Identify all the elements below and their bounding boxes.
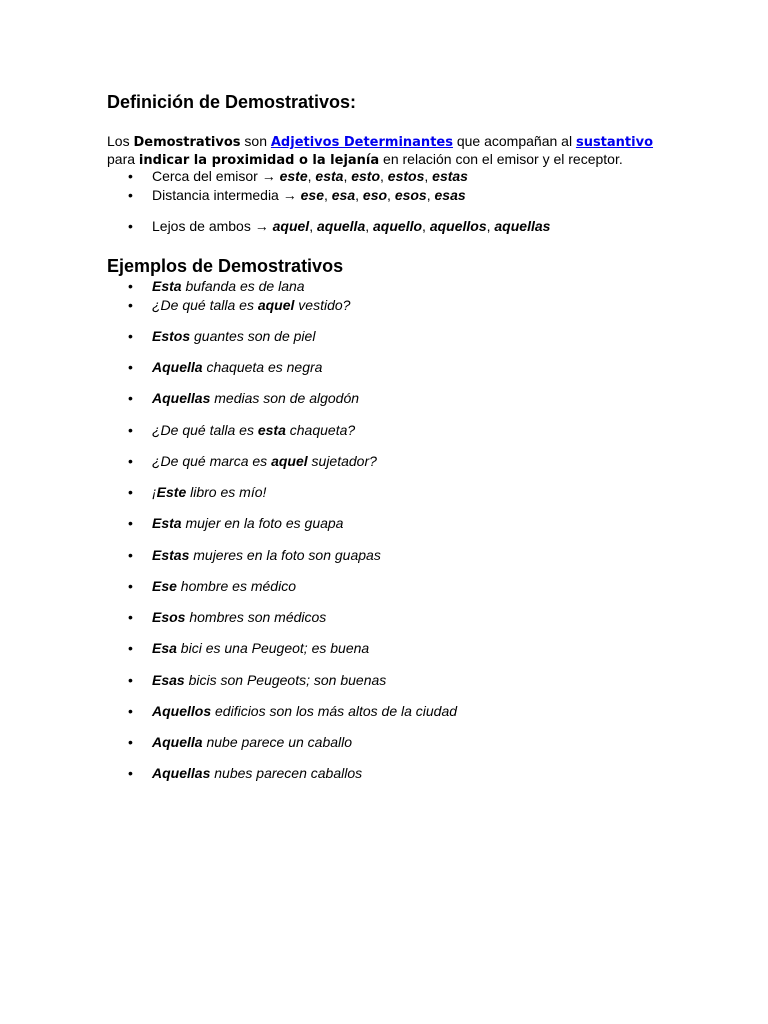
example-post: guantes son de piel — [190, 328, 316, 344]
example-text — [152, 608, 326, 626]
bullet-icon: • — [128, 168, 133, 184]
example-demonstrative: Aquellas — [152, 390, 211, 406]
example-post: nubes parecen caballos — [210, 765, 363, 781]
example-text — [152, 483, 266, 501]
example-post: mujeres en la foto son guapas — [189, 547, 381, 563]
bullet-icon: • — [128, 422, 133, 438]
intro-text-4: para — [107, 151, 139, 167]
example-demonstrative: Aquella — [152, 359, 203, 375]
example-demonstrative: Este — [156, 484, 187, 500]
intro-bold-demostrativos: Demostrativos — [133, 135, 241, 150]
bullet-icon: • — [128, 547, 133, 563]
example-pre: ¿De qué marca es — [152, 453, 272, 469]
example-demonstrative: Estas — [152, 547, 190, 563]
demonstrative-word: este — [279, 168, 308, 184]
example-demonstrative: Ese — [152, 578, 177, 594]
separator: , — [387, 187, 395, 203]
example-text — [152, 421, 355, 439]
separator: , — [343, 168, 352, 184]
example-demonstrative: Esos — [152, 609, 186, 625]
example-text — [152, 358, 322, 376]
bullet-icon: • — [128, 359, 133, 375]
demonstrative-word: esa — [331, 187, 356, 203]
bullet-icon: • — [128, 609, 133, 625]
example-post: edificios son los más altos de la ciudad — [211, 703, 458, 719]
example-post: medias son de algodón — [210, 390, 360, 406]
example-demonstrative: Esas — [152, 672, 185, 688]
bullet-icon: • — [128, 515, 133, 531]
bullet-icon: • — [128, 328, 133, 344]
example-demonstrative: Esta — [152, 515, 182, 531]
demonstrative-word: esas — [434, 187, 466, 203]
bullet-icon: • — [128, 218, 133, 234]
bullet-icon: • — [128, 734, 133, 750]
example-post: nube parece un caballo — [202, 734, 353, 750]
separator: , — [422, 218, 430, 234]
example-demonstrative: Esta — [152, 278, 182, 294]
demonstrative-word: esos — [394, 187, 427, 203]
example-text — [152, 733, 352, 751]
example-demonstrative: Estos — [152, 328, 191, 344]
example-demonstrative: aquel — [271, 453, 308, 469]
separator: , — [426, 187, 435, 203]
bullet-icon: • — [128, 390, 133, 406]
example-post: hombre es médico — [176, 578, 296, 594]
separator: , — [355, 187, 363, 203]
example-demonstrative: Esa — [152, 640, 177, 656]
bullet-icon: • — [128, 640, 133, 656]
example-post: sujetador? — [307, 453, 377, 469]
demonstrative-word: estos — [387, 168, 425, 184]
bullet-icon: • — [128, 703, 133, 719]
example-text — [152, 639, 369, 657]
demonstrative-word: eso — [362, 187, 388, 203]
demonstrative-word: estas — [432, 168, 468, 184]
link-sustantivo[interactable]: sustantivo — [575, 135, 654, 150]
separator: , — [307, 168, 316, 184]
separator: , — [323, 187, 332, 203]
heading-ejemplos: Ejemplos de Demostrativos — [107, 256, 344, 276]
definition-text — [152, 186, 466, 204]
example-pre: ¿De qué talla es — [152, 422, 258, 438]
demonstrative-word: ese — [300, 187, 324, 203]
demonstrative-word: esto — [351, 168, 381, 184]
bullet-icon: • — [128, 578, 133, 594]
separator: , — [486, 218, 495, 234]
example-post: libro es mío! — [186, 484, 267, 500]
bullet-icon: • — [128, 765, 133, 781]
demonstrative-word: aquello — [373, 218, 423, 234]
separator: , — [424, 168, 433, 184]
example-demonstrative: aquel — [257, 297, 295, 313]
demonstrative-word: aquellas — [494, 218, 551, 234]
intro-text-5: en relación con el emisor y el receptor. — [379, 151, 623, 167]
example-demonstrative: Aquellos — [152, 703, 212, 719]
example-text — [152, 764, 362, 782]
example-text — [152, 389, 359, 407]
intro-text-3: que acompañan al — [452, 133, 576, 149]
example-demonstrative: esta — [257, 422, 286, 438]
example-text — [152, 577, 296, 595]
definition-text — [152, 217, 550, 235]
example-post: bufanda es de lana — [181, 278, 305, 294]
separator: , — [380, 168, 388, 184]
intro-text-2: son — [240, 133, 271, 149]
intro-bold-proximidad: indicar la proximidad o la lejanía — [138, 153, 380, 168]
bullet-icon: • — [128, 187, 133, 203]
link-adjetivos-determinantes[interactable]: Adjetivos Determinantes — [270, 135, 453, 150]
separator: , — [309, 218, 317, 234]
example-post: chaqueta? — [285, 422, 356, 438]
example-post: bicis son Peugeots; son buenas — [184, 672, 387, 688]
example-text — [152, 546, 381, 564]
example-post: vestido? — [294, 297, 351, 313]
demonstrative-word: aquella — [316, 218, 366, 234]
example-text — [152, 277, 305, 295]
example-text — [152, 452, 377, 470]
intro-paragraph — [107, 133, 653, 169]
heading-definicion: Definición de Demostrativos: — [107, 92, 357, 112]
bullet-icon: • — [128, 453, 133, 469]
bullet-icon: • — [128, 484, 133, 500]
definition-prefix: Cerca del emisor → — [152, 168, 280, 184]
definition-prefix: Lejos de ambos → — [152, 218, 273, 234]
example-text — [152, 327, 315, 345]
example-post: bici es una Peugeot; es buena — [176, 640, 370, 656]
bullet-icon: • — [128, 278, 133, 294]
example-post: mujer en la foto es guapa — [181, 515, 344, 531]
example-post: chaqueta es negra — [202, 359, 323, 375]
example-post: hombres son médicos — [185, 609, 327, 625]
demonstrative-word: esta — [315, 168, 344, 184]
example-demonstrative: Aquellas — [152, 765, 211, 781]
demonstrative-word: aquellos — [429, 218, 487, 234]
example-text — [152, 702, 457, 720]
bullet-icon: • — [128, 672, 133, 688]
example-text — [152, 671, 386, 689]
example-text — [152, 296, 350, 314]
separator: , — [365, 218, 374, 234]
intro-text-1: Los — [107, 133, 134, 149]
demonstrative-word: aquel — [272, 218, 310, 234]
definition-prefix: Distancia intermedia → — [152, 187, 301, 203]
example-text — [152, 514, 343, 532]
example-demonstrative: Aquella — [152, 734, 203, 750]
definition-text — [152, 167, 468, 185]
bullet-icon: • — [128, 297, 133, 313]
example-pre: ¡ — [152, 484, 157, 500]
example-pre: ¿De qué talla es — [152, 297, 258, 313]
